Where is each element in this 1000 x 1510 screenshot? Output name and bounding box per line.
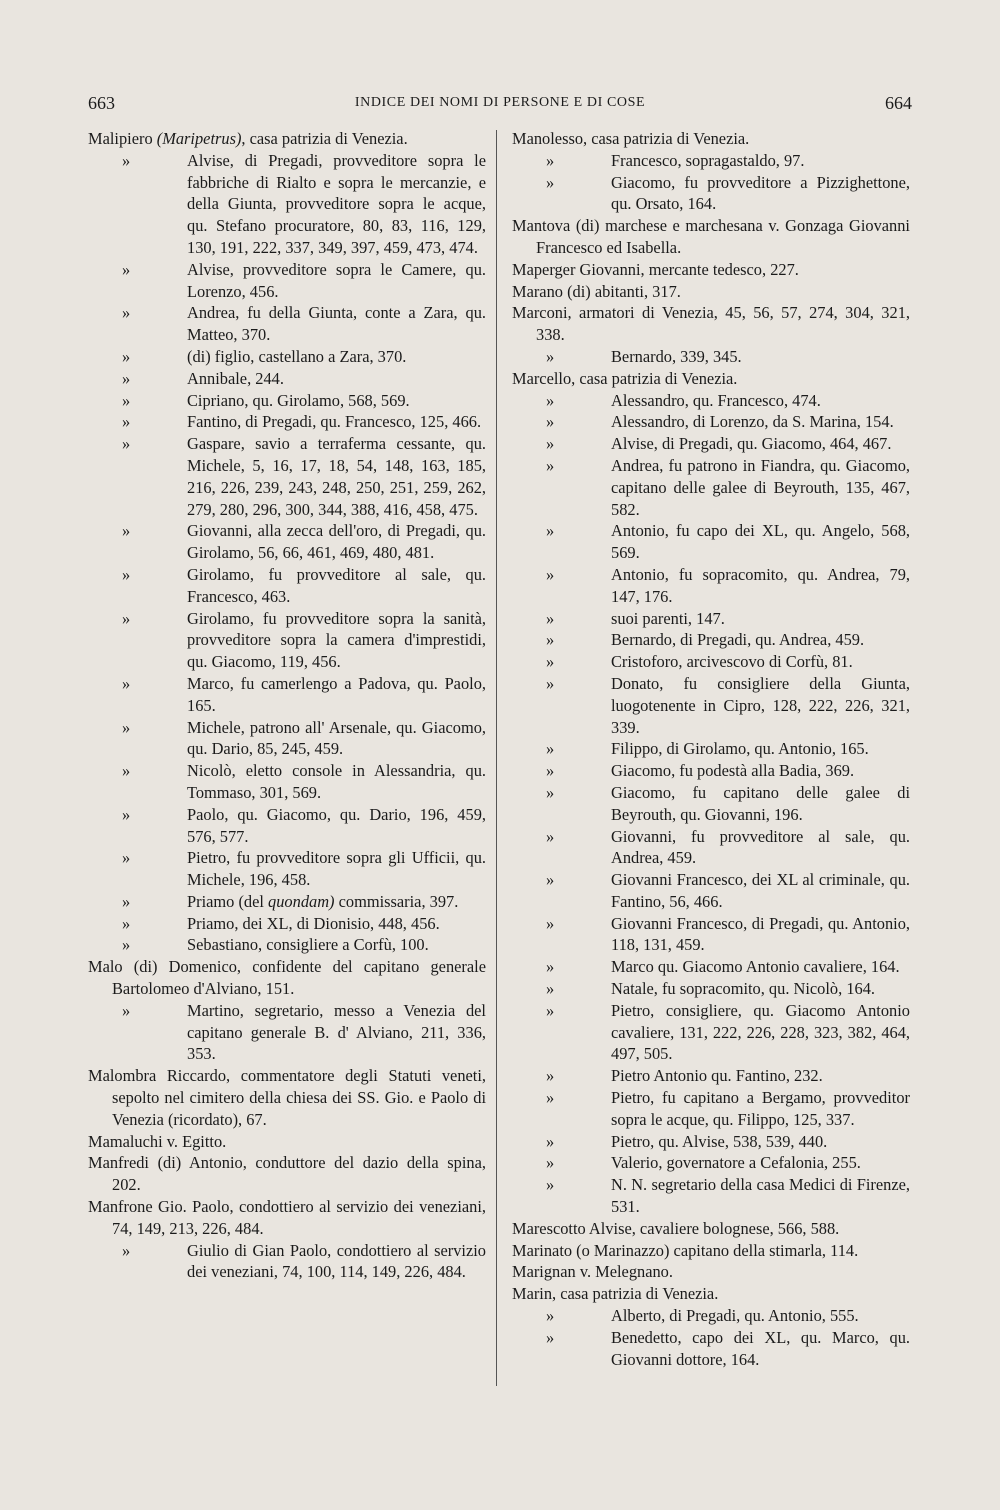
index-subentry	[88, 1000, 486, 1065]
subentry-marker: »	[546, 1306, 555, 1326]
subentry-marker: »	[546, 761, 555, 781]
page-number-right: 664	[885, 93, 912, 113]
entry-text-part: Priamo (del	[187, 891, 269, 911]
index-entry	[512, 259, 910, 281]
subentry-marker: »	[546, 1066, 555, 1086]
entry-text: Antonio, fu capo dei XL, qu. Angelo, 568, 569.	[611, 521, 910, 563]
subentry-marker: »	[122, 1000, 131, 1020]
index-entry	[512, 215, 910, 259]
entry-text: Fantino, di Pregadi, qu. Francesco, 125, 466.	[187, 412, 482, 432]
subentry-marker: »	[122, 346, 131, 366]
subentry-marker: »	[122, 608, 131, 628]
subentry-marker: »	[546, 1000, 555, 1020]
left-column	[88, 128, 486, 1283]
subentry-marker: »	[546, 630, 555, 650]
entry-text-part: commissaria, 397.	[334, 891, 459, 911]
entry-text: Gaspare, savio a terraferma cessante, qu. Michele, 5, 16, 17, 18, 54, 148, 163, 185, 216, 226, 239, 243, 248, 250, 251, 259, 262, 279, 280, 296, 300, 344, 388, 416, 458, 475.	[187, 434, 486, 519]
entry-text: Manfrone Gio. Paolo, condottiero al servizio dei veneziani, 74, 149, 213, 226, 484.	[88, 1197, 486, 1238]
subentry-marker: »	[122, 935, 131, 955]
subentry-marker: »	[122, 390, 131, 410]
index-subentry	[512, 1327, 910, 1371]
entry-text: Girolamo, fu provveditore sopra la sanità, provveditore sopra la camera d'imprestidi, qu. Giacomo, 119, 456.	[187, 608, 486, 672]
index-subentry	[512, 1305, 910, 1327]
index-subentry	[512, 760, 910, 782]
index-entry	[512, 302, 910, 346]
index-subentry	[88, 913, 486, 935]
entry-text: Marin, casa patrizia di Venezia.	[512, 1284, 719, 1304]
index-entry	[88, 956, 486, 1000]
entry-text-part: Malipiero	[88, 129, 157, 148]
subentry-marker: »	[546, 782, 555, 802]
index-subentry	[512, 1131, 910, 1153]
entry-text: Martino, segretario, messo a Venezia del capitano generale B. d' Alviano, 211, 336, 353.	[187, 1000, 486, 1064]
subentry-marker: »	[122, 761, 131, 781]
index-entry	[88, 1065, 486, 1130]
index-entry	[512, 1218, 910, 1240]
subentry-marker: »	[122, 521, 131, 541]
entry-text: Antonio, fu sopracomito, qu. Andrea, 79, 147, 176.	[611, 564, 910, 606]
entry-text: Alvise, di Pregadi, provveditore sopra le fabbriche di Rialto e sopra le mercanzie, e della Giunta, provveditore sopra le acque, qu. Stefano procuratore, 80, 83, 116, 129, 130, 191, 222, 337, 349, 397, 459, 473, 474.	[187, 150, 486, 257]
subentry-marker: »	[546, 1327, 555, 1347]
index-subentry	[88, 520, 486, 564]
entry-text: Alvise, di Pregadi, qu. Giacomo, 464, 467.	[611, 434, 892, 454]
entry-text: (di) figlio, castellano a Zara, 370.	[187, 346, 407, 366]
entry-text: Alessandro, di Lorenzo, da S. Marina, 154.	[611, 412, 894, 432]
index-subentry	[512, 826, 910, 870]
entry-text: Mantova (di) marchese e marchesana v. Gonzaga Giovanni Francesco ed Isabella.	[512, 216, 910, 257]
page-number-left: 663	[88, 93, 115, 113]
entry-text: Marescotto Alvise, cavaliere bolognese, 566, 588.	[512, 1218, 840, 1238]
entry-text: Giovanni, alla zecca dell'oro, di Pregadi, qu. Girolamo, 56, 66, 461, 469, 480, 481.	[187, 521, 486, 563]
index-subentry	[88, 717, 486, 761]
subentry-marker: »	[546, 652, 555, 672]
subentry-marker: »	[122, 303, 131, 323]
subentry-marker: »	[122, 564, 131, 584]
index-subentry	[512, 564, 910, 608]
entry-text: Marignan v. Melegnano.	[512, 1262, 673, 1282]
index-subentry	[512, 390, 910, 412]
subentry-marker: »	[546, 455, 555, 475]
index-subentry	[512, 520, 910, 564]
entry-text-part: (Maripetrus)	[156, 129, 242, 148]
index-subentry	[512, 433, 910, 455]
index-subentry	[88, 934, 486, 956]
entry-text: Girolamo, fu provveditore al sale, qu. Francesco, 463.	[187, 564, 486, 606]
subentry-marker: »	[122, 1240, 131, 1260]
index-subentry	[512, 1152, 910, 1174]
entry-text: Filippo, di Girolamo, qu. Antonio, 165.	[611, 739, 869, 759]
index-subentry	[512, 913, 910, 957]
subentry-marker: »	[546, 521, 555, 541]
right-column	[512, 128, 910, 1370]
index-entry	[88, 1152, 486, 1196]
running-title: INDICE DEI NOMI DI PERSONE E DI COSE	[354, 95, 646, 110]
index-subentry	[512, 651, 910, 673]
index-subentry	[512, 673, 910, 738]
entry-text: Giacomo, fu capitano delle galee di Beyrouth, qu. Giovanni, 196.	[611, 782, 910, 824]
entry-text: Francesco, sopragastaldo, 97.	[611, 150, 805, 170]
entry-text: Marco, fu camerlengo a Padova, qu. Paolo, 165.	[187, 673, 486, 715]
entry-text: Natale, fu sopracomito, qu. Nicolò, 164.	[611, 979, 876, 999]
index-subentry	[512, 608, 910, 630]
subentry-marker: »	[546, 346, 555, 366]
index-entry	[88, 1131, 486, 1153]
subentry-marker: »	[122, 434, 131, 454]
entry-text: Bernardo, 339, 345.	[611, 346, 742, 366]
subentry-marker: »	[122, 673, 131, 693]
subentry-marker: »	[546, 172, 555, 192]
index-subentry	[512, 346, 910, 368]
subentry-marker: »	[546, 390, 555, 410]
index-subentry	[512, 978, 910, 1000]
index-subentry	[512, 738, 910, 760]
entry-text: Pietro, fu capitano a Bergamo, provveditor sopra le acque, qu. Filippo, 125, 337.	[611, 1088, 910, 1129]
index-subentry	[512, 1065, 910, 1087]
index-subentry	[88, 390, 486, 412]
index-subentry	[88, 259, 486, 303]
subentry-marker: »	[546, 913, 555, 933]
index-subentry	[512, 150, 910, 172]
index-entry	[88, 128, 486, 150]
index-subentry	[512, 956, 910, 978]
index-subentry	[88, 847, 486, 891]
entry-text: Giulio di Gian Paolo, condottiero al servizio dei veneziani, 74, 100, 114, 149, 226, 484.	[187, 1240, 486, 1282]
index-subentry	[88, 433, 486, 520]
subentry-marker: »	[546, 979, 555, 999]
index-subentry	[512, 411, 910, 433]
index-subentry	[88, 564, 486, 608]
entry-text: N. N. segretario della casa Medici di Firenze, 531.	[611, 1175, 910, 1217]
index-subentry	[512, 1174, 910, 1218]
subentry-marker: »	[122, 412, 131, 432]
subentry-marker: »	[122, 913, 131, 933]
entry-text: Maperger Giovanni, mercante tedesco, 227.	[512, 259, 799, 279]
index-subentry	[512, 782, 910, 826]
index-subentry	[88, 608, 486, 673]
index-subentry	[512, 1000, 910, 1065]
index-subentry	[88, 804, 486, 848]
index-subentry	[88, 760, 486, 804]
entry-text: Valerio, governatore a Cefalonia, 255.	[611, 1153, 861, 1173]
index-entry	[512, 1261, 910, 1283]
entry-text: Alberto, di Pregadi, qu. Antonio, 555.	[611, 1306, 859, 1326]
index-entry	[88, 1196, 486, 1240]
entry-text: Giacomo, fu podestà alla Badia, 369.	[611, 761, 855, 781]
subentry-marker: »	[546, 1153, 555, 1173]
entry-text: Cristoforo, arcivescovo di Corfù, 81.	[611, 652, 853, 672]
index-subentry	[88, 346, 486, 368]
subentry-marker: »	[122, 804, 131, 824]
entry-text-part: , casa patrizia di Venezia.	[241, 129, 408, 148]
subentry-marker: »	[122, 368, 131, 388]
index-subentry	[512, 1087, 910, 1131]
subentry-marker: »	[546, 1088, 555, 1108]
index-subentry	[88, 891, 486, 913]
index-entry	[512, 281, 910, 303]
entry-text: Pietro, qu. Alvise, 538, 539, 440.	[611, 1131, 828, 1151]
entry-text: Alvise, provveditore sopra le Camere, qu. Lorenzo, 456.	[187, 259, 486, 301]
entry-text: Bernardo, di Pregadi, qu. Andrea, 459.	[611, 630, 865, 650]
entry-text: Annibale, 244.	[187, 368, 284, 388]
entry-text: Pietro Antonio qu. Fantino, 232.	[611, 1066, 823, 1086]
subentry-marker: »	[546, 1131, 555, 1151]
index-subentry	[512, 455, 910, 520]
subentry-marker: »	[546, 957, 555, 977]
entry-text: Giacomo, fu provveditore a Pizzighettone, qu. Orsato, 164.	[611, 172, 910, 214]
entry-text: Marano (di) abitanti, 317.	[512, 281, 681, 301]
subentry-marker: »	[546, 739, 555, 759]
entry-text: Malombra Riccardo, commentatore degli Statuti veneti, sepolto nel cimitero della chiesa dei SS. Gio. e Paolo di Venezia (ricordato), 67.	[88, 1066, 486, 1129]
index-subentry	[88, 673, 486, 717]
entry-text: Sebastiano, consigliere a Corfù, 100.	[187, 935, 429, 955]
index-entry	[512, 1240, 910, 1262]
subentry-marker: »	[546, 564, 555, 584]
entry-text: Mamaluchi v. Egitto.	[88, 1131, 227, 1151]
index-subentry	[88, 302, 486, 346]
index-subentry	[88, 368, 486, 390]
index-subentry	[512, 629, 910, 651]
subentry-marker: »	[122, 848, 131, 868]
index-entry	[512, 1283, 910, 1305]
index-subentry	[512, 869, 910, 913]
entry-text: Nicolò, eletto console in Alessandria, qu. Tommaso, 301, 569.	[187, 761, 486, 802]
index-subentry	[512, 172, 910, 216]
entry-text: Manolesso, casa patrizia di Venezia.	[512, 129, 750, 148]
entry-text: Andrea, fu della Giunta, conte a Zara, qu. Matteo, 370.	[187, 303, 486, 345]
entry-text: Benedetto, capo dei XL, qu. Marco, qu. Giovanni dottore, 164.	[611, 1327, 910, 1369]
subentry-marker: »	[546, 412, 555, 432]
index-entry	[512, 368, 910, 390]
index-subentry	[88, 150, 486, 259]
entry-text: Giovanni Francesco, dei XL al criminale, qu. Fantino, 56, 466.	[611, 870, 910, 911]
entry-text: Giovanni Francesco, di Pregadi, qu. Antonio, 118, 131, 459.	[611, 913, 910, 955]
subentry-marker: »	[122, 150, 131, 170]
entry-text: Pietro, fu provveditore sopra gli Ufficii, qu. Michele, 196, 458.	[187, 848, 486, 890]
entry-text: Manfredi (di) Antonio, conduttore del dazio della spina, 202.	[88, 1153, 486, 1195]
entry-text: Marconi, armatori di Venezia, 45, 56, 57, 274, 304, 321, 338.	[512, 303, 910, 345]
subentry-marker: »	[546, 870, 555, 890]
subentry-marker: »	[546, 608, 555, 628]
subentry-marker: »	[122, 717, 131, 737]
index-entry	[512, 128, 910, 150]
entry-text: Michele, patrono all' Arsenale, qu. Giacomo, qu. Dario, 85, 245, 459.	[187, 717, 486, 759]
subentry-marker: »	[546, 673, 555, 693]
entry-text: Priamo, dei XL, di Dionisio, 448, 456.	[187, 913, 440, 933]
entry-text: suoi parenti, 147.	[611, 608, 725, 628]
entry-text: Andrea, fu patrono in Fiandra, qu. Giacomo, capitano delle galee di Beyrouth, 135, 467, 582.	[611, 455, 910, 519]
index-subentry	[88, 1240, 486, 1284]
column-divider	[496, 130, 497, 1386]
subentry-marker: »	[546, 826, 555, 846]
entry-text: Pietro, consigliere, qu. Giacomo Antonio cavaliere, 131, 222, 226, 228, 323, 382, 464, 497, 505.	[611, 1000, 910, 1064]
entry-text: Donato, fu consigliere della Giunta, luogotenente in Cipro, 128, 222, 226, 321, 339.	[611, 673, 910, 737]
entry-text: Giovanni, fu provveditore al sale, qu. Andrea, 459.	[611, 826, 910, 868]
entry-text: Marinato (o Marinazzo) capitano della stimarla, 114.	[512, 1240, 859, 1260]
subentry-marker: »	[546, 1175, 555, 1195]
entry-text: Marcello, casa patrizia di Venezia.	[512, 368, 738, 388]
entry-text-part: quondam)	[268, 891, 335, 911]
entry-text: Cipriano, qu. Girolamo, 568, 569.	[187, 390, 410, 410]
subentry-marker: »	[122, 259, 131, 279]
subentry-marker: »	[122, 891, 131, 911]
entry-text: Alessandro, qu. Francesco, 474.	[611, 390, 821, 410]
index-subentry	[88, 411, 486, 433]
entry-text: Malo (di) Domenico, confidente del capitano generale Bartolomeo d'Alviano, 151.	[88, 957, 486, 999]
entry-text: Marco qu. Giacomo Antonio cavaliere, 164.	[611, 957, 900, 977]
page-header	[88, 93, 912, 117]
subentry-marker: »	[546, 434, 555, 454]
entry-text: Paolo, qu. Giacomo, qu. Dario, 196, 459, 576, 577.	[187, 804, 486, 846]
subentry-marker: »	[546, 150, 555, 170]
